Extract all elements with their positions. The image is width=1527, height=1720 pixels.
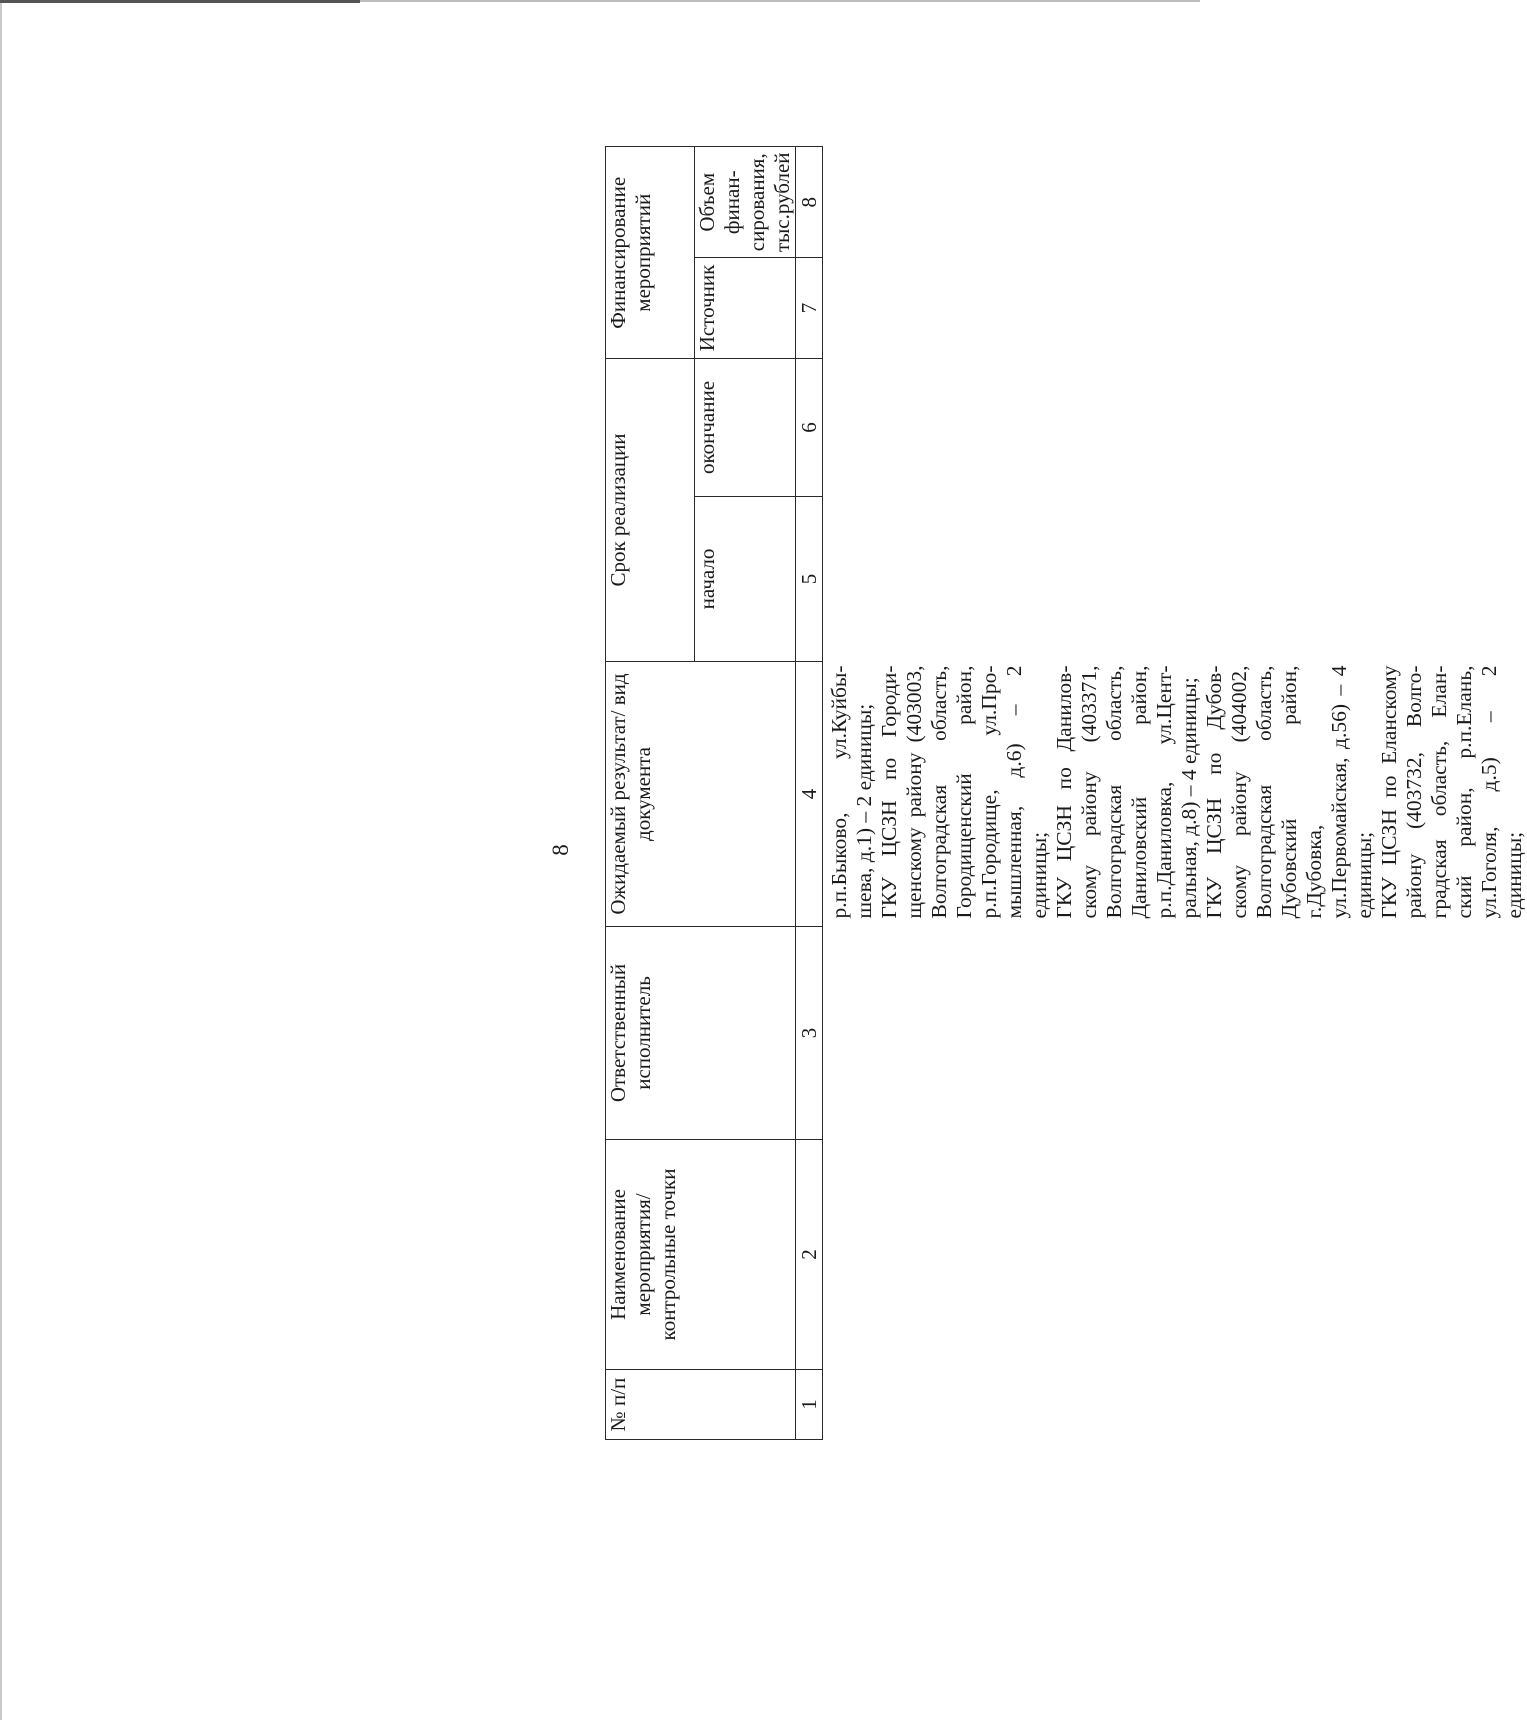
result-entry: ГКУ ЦСЗН по Еланскому району (403732, Волго-градская область, Елан-ский район, р.п.Елань, ул.Гоголя, д.5) – 2 единицы; bbox=[1377, 665, 1526, 919]
column-number-7: 7 bbox=[796, 258, 823, 359]
header-finance-group: Финансирование мероприятий bbox=[606, 147, 695, 359]
activities-table bbox=[605, 147, 1527, 1441]
result-entry: ГКУ ЦСЗН по Дубов-скому району (404002, Волгоградская область, Дубовский район, г.Дубовка, ул.Первомайская, д.56) – 4 единицы; bbox=[1202, 665, 1376, 919]
scan-artifact-line bbox=[0, 0, 360, 3]
column-number-8: 8 bbox=[796, 147, 823, 258]
column-number-1: 1 bbox=[796, 1370, 823, 1440]
header-responsible: Ответственный исполнитель bbox=[606, 927, 796, 1140]
column-number-2: 2 bbox=[796, 1140, 823, 1370]
header-expected-result: Ожидаемый результат/ вид документа bbox=[606, 662, 796, 927]
body-cell-source bbox=[823, 258, 1527, 359]
page-number: 8 bbox=[548, 844, 573, 856]
header-end: окончание bbox=[695, 359, 796, 497]
body-cell-expected-result bbox=[823, 662, 1527, 927]
scan-edge-left bbox=[0, 0, 2, 1720]
body-cell-amount bbox=[823, 147, 1527, 258]
result-entry: ГКУ ЦСЗН по Данилов-скому району (403371, Волгоградская область, Даниловский район, р.п.Даниловка, ул.Цент-ральная, д.8) – 4 единицы; bbox=[1052, 665, 1201, 919]
header-start: начало bbox=[695, 497, 796, 662]
header-term-group: Срок реализации bbox=[606, 359, 695, 662]
body-cell-responsible bbox=[823, 927, 1527, 1140]
column-number-4: 4 bbox=[796, 662, 823, 927]
result-entry: р.п.Быково, ул.Куйбы-шева, д.1) – 2 единицы; bbox=[827, 665, 876, 919]
body-cell-activity bbox=[823, 1140, 1527, 1370]
column-number-5: 5 bbox=[796, 497, 823, 662]
rotated-page bbox=[340, 40, 1526, 1440]
header-amount: Объем финан-сирования, тыс.рублей bbox=[695, 147, 796, 258]
header-source: Источник bbox=[695, 258, 796, 359]
body-cell-start bbox=[823, 497, 1527, 662]
body-cell-number bbox=[823, 1370, 1527, 1440]
column-number-6: 6 bbox=[796, 359, 823, 497]
header-number: № п/п bbox=[606, 1370, 796, 1440]
result-entry: ГКУ ЦСЗН по Городи-щенскому району (403003, Волгоградская область, Городищенский район, р.п.Городище, ул.Про-мышленная, д.6) – 2 единицы; bbox=[877, 665, 1051, 919]
column-number-3: 3 bbox=[796, 927, 823, 1140]
body-cell-end bbox=[823, 359, 1527, 497]
header-activity-name: Наименование мероприятия/ контрольные точки bbox=[606, 1140, 796, 1370]
